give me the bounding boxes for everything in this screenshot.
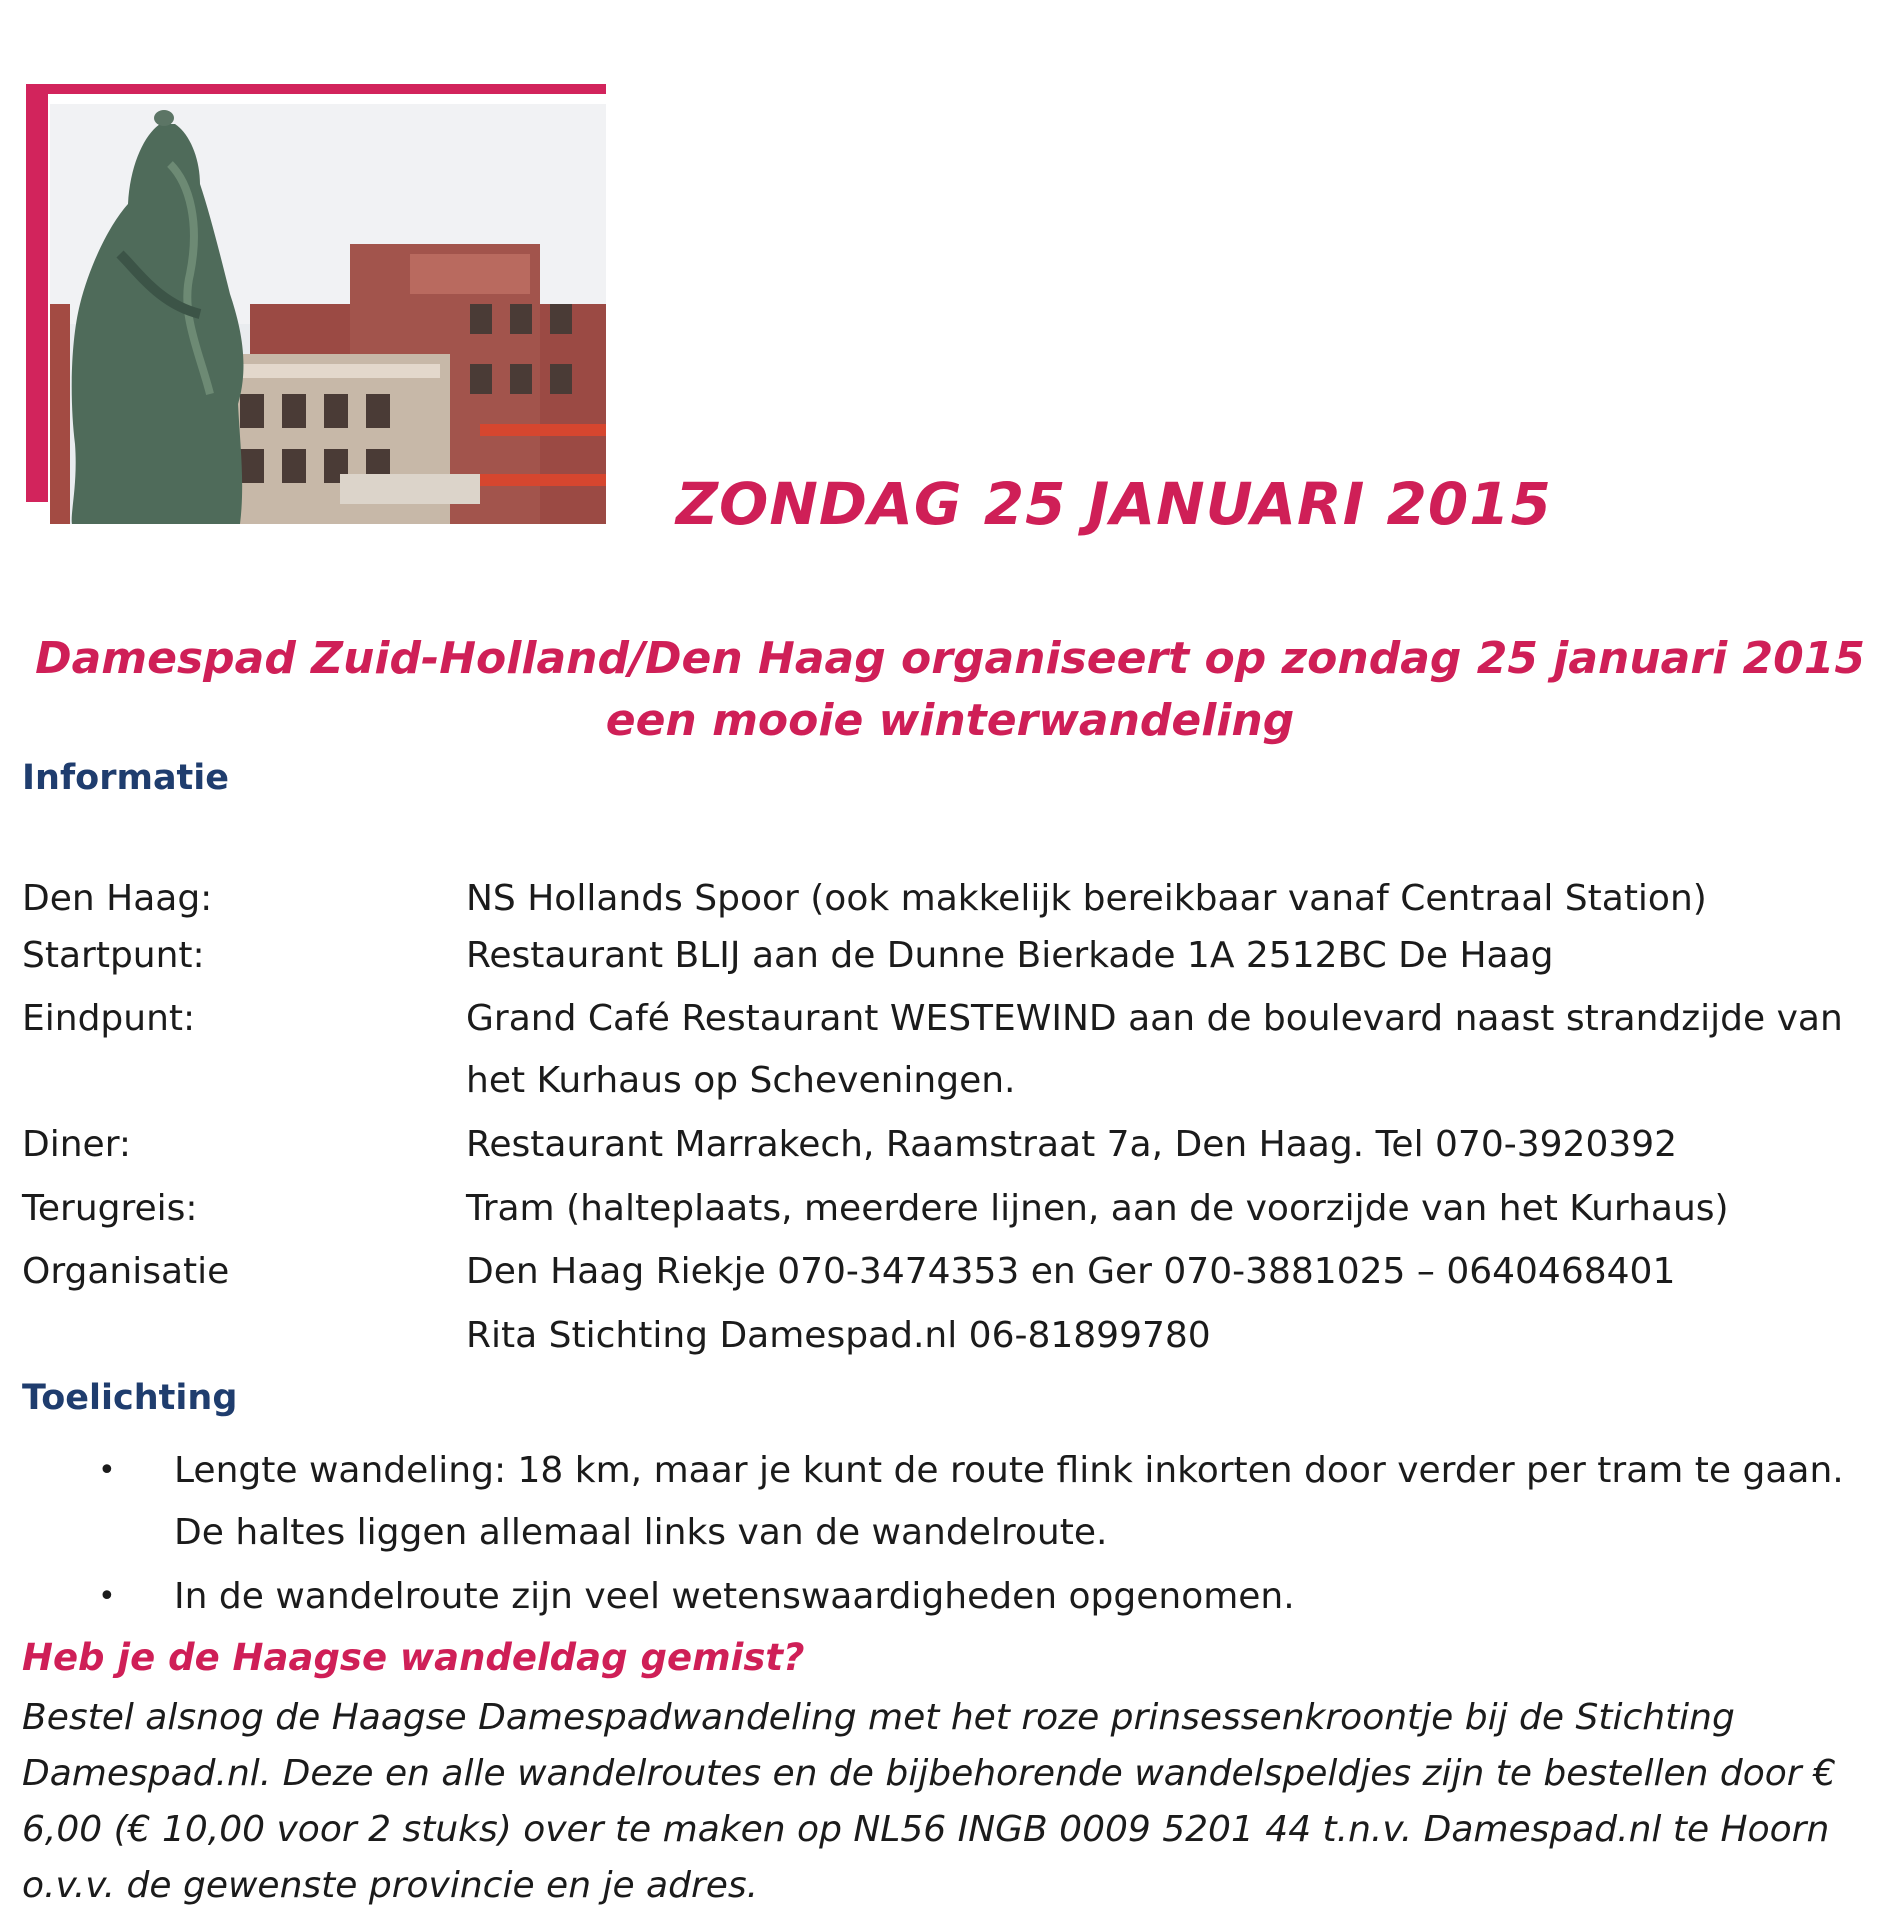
event-subtitle xyxy=(20,628,1880,752)
info-value: Tram (halteplaats, meerdere lijnen, aan de voorzijde van het Kurhaus) xyxy=(466,1188,1729,1229)
photo-frame xyxy=(26,84,606,524)
bullet-icon: • xyxy=(98,1579,116,1614)
toelichting-heading: Toelichting xyxy=(22,1378,238,1418)
info-row xyxy=(22,1178,1872,1242)
info-value: Restaurant Marrakech, Raamstraat 7a, Den Haag. Tel 070-3920392 xyxy=(466,1124,1678,1165)
info-label: Den Haag: xyxy=(22,878,213,919)
subtitle-line-1: Damespad Zuid-Holland/Den Haag organiseert op zondag 25 januari 2015 xyxy=(35,633,1865,684)
missed-line: 6,00 (€ 10,00 voor 2 stuks) over te maken op NL56 INGB 0009 5201 44 t.n.v. Damespad.nl te Hoorn xyxy=(22,1809,1830,1850)
missed-heading: Heb je de Haagse wandeldag gemist? xyxy=(22,1636,805,1679)
info-row xyxy=(22,988,1872,1052)
missed-line: Bestel alsnog de Haagse Damespadwandeling met het roze prinsessenkroontje bij de Stichting xyxy=(22,1697,1735,1738)
frame-left-border xyxy=(26,84,48,502)
info-value: NS Hollands Spoor (ook makkelijk bereikbaar vanaf Centraal Station) xyxy=(466,878,1707,919)
info-row xyxy=(22,1114,1872,1178)
info-row xyxy=(22,1241,1872,1305)
bullet-text: Lengte wandeling: 18 km, maar je kunt de route flink inkorten door verder per tram te gaan. xyxy=(174,1450,1844,1491)
info-label: Diner: xyxy=(22,1124,131,1165)
missed-line: Damespad.nl. Deze en alle wandelroutes en de bijbehorende wandelspeldjes zijn te bestellen door € xyxy=(22,1753,1836,1794)
bullet-icon: • xyxy=(98,1453,116,1488)
info-value: Restaurant BLIJ aan de Dunne Bierkade 1A 2512BC De Haag xyxy=(466,935,1554,976)
info-value: het Kurhaus op Scheveningen. xyxy=(466,1060,1016,1101)
statue-photo-image xyxy=(50,104,606,524)
info-label: Eindpunt: xyxy=(22,998,196,1039)
info-label: Terugreis: xyxy=(22,1188,198,1229)
missed-body xyxy=(22,1690,1862,1914)
info-label: Organisatie xyxy=(22,1251,230,1292)
info-value: Rita Stichting Damespad.nl 06-81899780 xyxy=(466,1315,1211,1356)
info-row xyxy=(22,925,1872,989)
subtitle-line-2: een mooie winterwandeling xyxy=(605,695,1295,746)
info-label: Startpunt: xyxy=(22,935,205,976)
frame-top-border xyxy=(26,84,606,94)
info-row xyxy=(22,868,1872,932)
bullet-text: In de wandelroute zijn veel wetenswaardigheden opgenomen. xyxy=(174,1576,1295,1617)
info-row xyxy=(22,1050,1872,1114)
info-value: Grand Café Restaurant WESTEWIND aan de boulevard naast strandzijde van xyxy=(466,998,1843,1039)
info-row xyxy=(22,1305,1872,1369)
bullet-text: De haltes liggen allemaal links van de wandelroute. xyxy=(174,1512,1108,1553)
info-value: Den Haag Riekje 070-3474353 en Ger 070-3881025 – 0640468401 xyxy=(466,1251,1676,1292)
date-title: ZONDAG 25 JANUARI 2015 xyxy=(676,470,1552,538)
informatie-heading: Informatie xyxy=(22,758,230,798)
statue-photo xyxy=(50,104,606,524)
missed-line: o.v.v. de gewenste provincie en je adres. xyxy=(22,1865,759,1906)
